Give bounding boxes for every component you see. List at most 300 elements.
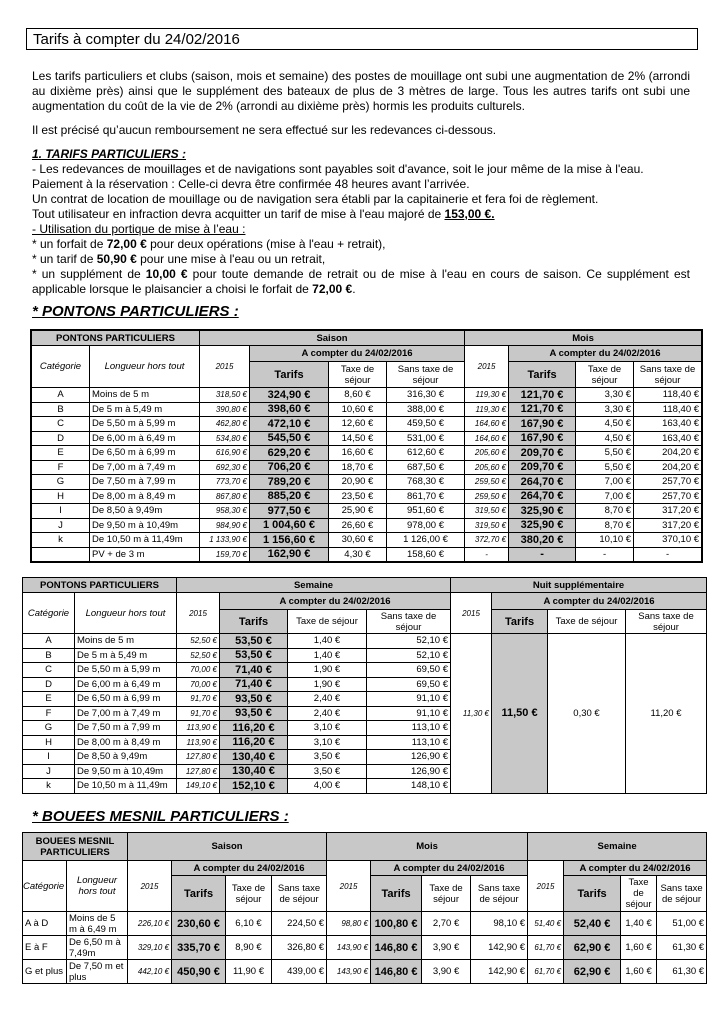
tarif-cell: 1 004,60 € (250, 518, 329, 533)
sans-taxe-cell: 370,10 € (634, 533, 702, 548)
taxe-sejour-cell: 3,90 € (422, 936, 471, 960)
col-sans-taxe: Sans taxe de séjour (471, 876, 528, 912)
categorie-cell: B (23, 648, 75, 663)
tarif-cell: 130,40 € (220, 764, 288, 779)
price-2015-cell: 164,60 € (465, 417, 509, 432)
sans-taxe-cell: 69,50 € (367, 677, 451, 692)
taxe-sejour-cell: 1,60 € (621, 936, 657, 960)
table-row (32, 518, 702, 533)
table-row (23, 634, 707, 649)
price-2015-cell: 1 133,90 € (200, 533, 250, 548)
categorie-cell: k (23, 779, 75, 794)
categorie-cell: I (32, 504, 90, 519)
price-2015-cell: 226,10 € (128, 912, 172, 936)
col-2015: 2015 (528, 861, 564, 912)
price-2015-cell: 442,10 € (128, 960, 172, 984)
rule-text: * un forfait de (32, 237, 107, 251)
longueur-cell: De 8,00 m à 8,49 m (90, 489, 200, 504)
tarif-cell: 53,50 € (220, 648, 288, 663)
tarif-cell: 209,70 € (509, 460, 576, 475)
tarif-cell: 325,90 € (509, 518, 576, 533)
sans-taxe-cell: 224,50 € (272, 912, 327, 936)
rule-line (32, 267, 690, 297)
categorie-cell: J (32, 518, 90, 533)
tarif-cell: 71,40 € (220, 677, 288, 692)
price-2015-cell: 164,60 € (465, 431, 509, 446)
price-2015-cell: 390,80 € (200, 402, 250, 417)
column-group-semaine: Semaine (177, 578, 451, 593)
categorie-cell: A (32, 388, 90, 403)
col-sans-taxe: Sans taxe de séjour (387, 362, 465, 388)
col-categorie: Catégorie (32, 346, 90, 388)
price-2015-cell: 318,50 € (200, 388, 250, 403)
col-2015: 2015 (451, 593, 492, 634)
table-row (23, 936, 707, 960)
table-row (32, 388, 702, 403)
sans-taxe-cell: - (634, 547, 702, 562)
categorie-cell: E à F (23, 936, 67, 960)
tarif-cell: 324,90 € (250, 388, 329, 403)
tarif-cell: 52,40 € (564, 912, 621, 936)
amount: 72,00 € (106, 237, 147, 251)
col-taxe: Taxe de séjour (329, 362, 387, 388)
sans-taxe-cell: 951,60 € (387, 504, 465, 519)
col-acompter: A compter du 24/02/2016 (509, 346, 702, 362)
sans-taxe-cell: 257,70 € (634, 475, 702, 490)
col-tarifs: Tarifs (371, 876, 422, 912)
tarif-cell: 335,70 € (172, 936, 226, 960)
longueur-cell: PV + de 3 m (90, 547, 200, 562)
taxe-sejour-cell: 6,10 € (226, 912, 272, 936)
sans-taxe-cell: 687,50 € (387, 460, 465, 475)
intro-text (32, 69, 690, 297)
longueur-cell: De 9,50 m à 10,49m (75, 764, 177, 779)
col-tarifs: Tarifs (250, 362, 329, 388)
sans-taxe-cell: 148,10 € (367, 779, 451, 794)
taxe-sejour-cell: 8,60 € (329, 388, 387, 403)
sans-taxe-cell: 388,00 € (387, 402, 465, 417)
sans-taxe-cell: 317,20 € (634, 518, 702, 533)
col-acompter: A compter du 24/02/2016 (220, 593, 451, 610)
taxe-sejour-cell: 4,50 € (576, 417, 634, 432)
intro-paragraph: Les tarifs particuliers et clubs (saison, mois et semaine) des postes de mouillage ont subi une augmentation de 2% (arrondi au dixième près) ainsi que le supplément des bateaux de plus de 3 mètres de large. Tous les autres tarifs ont subi une augmentation du coût de la vie de 2% (arrondi au dixième près) hormis les produits culturels. (32, 69, 690, 113)
rule-line (32, 252, 690, 267)
categorie-cell: G (23, 721, 75, 736)
taxe-sejour-cell: 12,60 € (329, 417, 387, 432)
taxe-sejour-cell: 1,90 € (288, 663, 367, 678)
taxe-sejour-cell: 30,60 € (329, 533, 387, 548)
price-2015-cell: 259,50 € (465, 475, 509, 490)
price-2015-cell: 984,90 € (200, 518, 250, 533)
sans-taxe-cell: 98,10 € (471, 912, 528, 936)
taxe-sejour-cell: 3,10 € (288, 735, 367, 750)
longueur-cell: De 5,50 m à 5,99 m (75, 663, 177, 678)
taxe-sejour-cell: 7,00 € (576, 475, 634, 490)
rule-line: - Utilisation du portique de mise à l’eau : (32, 222, 246, 236)
longueur-cell: De 6,50 m à 6,99 m (90, 446, 200, 461)
taxe-sejour-cell: 23,50 € (329, 489, 387, 504)
longueur-cell: De 8,50 à 9,49m (90, 504, 200, 519)
col-acompter: A compter du 24/02/2016 (371, 861, 528, 876)
tarif-cell: 100,80 € (371, 912, 422, 936)
sans-taxe-cell: 978,00 € (387, 518, 465, 533)
tarif-cell: 93,50 € (220, 706, 288, 721)
section-title-bouees: * BOUEES MESNIL PARTICULIERS : (32, 808, 289, 825)
rule-text: pour une mise à l'eau ou un retrait, (136, 252, 326, 266)
longueur-cell: De 9,50 m à 10,49m (90, 518, 200, 533)
sans-taxe-cell: 142,90 € (471, 936, 528, 960)
col-acompter: A compter du 24/02/2016 (250, 346, 465, 362)
price-2015-cell: 958,30 € (200, 504, 250, 519)
tarif-cell: 71,40 € (220, 663, 288, 678)
page-title: Tarifs à compter du 24/02/2016 (26, 28, 698, 50)
taxe-sejour-cell: 18,70 € (329, 460, 387, 475)
longueur-cell: De 5 m à 5,49 m (90, 402, 200, 417)
sans-taxe-cell: 51,00 € (657, 912, 707, 936)
col-taxe: Taxe de séjour (548, 610, 626, 634)
tarif-cell: 380,20 € (509, 533, 576, 548)
table-row (32, 402, 702, 417)
column-group-nuit: Nuit supplémentaire (451, 578, 707, 593)
column-group-mois: Mois (465, 331, 702, 346)
sans-taxe-cell: 69,50 € (367, 663, 451, 678)
amount: 50,90 € (96, 252, 137, 266)
taxe-sejour-cell: 20,90 € (329, 475, 387, 490)
sans-taxe-cell: 142,90 € (471, 960, 528, 984)
price-2015-cell: 61,70 € (528, 936, 564, 960)
sans-taxe-cell: 126,90 € (367, 750, 451, 765)
sans-taxe-cell: 61,30 € (657, 936, 707, 960)
table-row (32, 533, 702, 548)
col-taxe: Taxe de séjour (288, 610, 367, 634)
tarif-cell: 116,20 € (220, 735, 288, 750)
sans-taxe-cell: 118,40 € (634, 388, 702, 403)
col-longueur: Longueur hors tout (67, 861, 128, 912)
sans-taxe-cell: 204,20 € (634, 460, 702, 475)
longueur-cell: Moins de 5 m à 6,49 m (67, 912, 128, 936)
taxe-sejour-cell: 5,50 € (576, 460, 634, 475)
price-2015-cell: 867,80 € (200, 489, 250, 504)
taxe-sejour-cell: 3,50 € (288, 764, 367, 779)
price-2015-cell: 534,80 € (200, 431, 250, 446)
taxe-sejour-cell: 3,50 € (288, 750, 367, 765)
tarif-cell: 264,70 € (509, 489, 576, 504)
categorie-cell: E (23, 692, 75, 707)
col-sans-taxe: Sans taxe de séjour (626, 610, 707, 634)
price-2015-cell: 773,70 € (200, 475, 250, 490)
price-2015-cell: 692,30 € (200, 460, 250, 475)
sans-taxe-cell: 531,00 € (387, 431, 465, 446)
col-taxe: Taxe de séjour (226, 876, 272, 912)
taxe-sejour-cell: 11,90 € (226, 960, 272, 984)
longueur-cell: De 6,50 m à 6,99 m (75, 692, 177, 707)
col-categorie: Catégorie (23, 593, 75, 634)
amount: 10,00 € (145, 267, 188, 281)
categorie-cell: C (32, 417, 90, 432)
longueur-cell: De 10,50 m à 11,49m (90, 533, 200, 548)
table-row (32, 475, 702, 490)
categorie-cell: G et plus (23, 960, 67, 984)
categorie-cell: B (32, 402, 90, 417)
rule-line: Paiement à la réservation : Celle-ci devra être confirmée 48 heures avant l’arrivée. (32, 177, 470, 191)
col-tarifs: Tarifs (220, 610, 288, 634)
price-2015-cell: 51,40 € (528, 912, 564, 936)
tarif-cell: 629,20 € (250, 446, 329, 461)
price-2015-cell: 149,10 € (177, 779, 220, 794)
categorie-cell: H (23, 735, 75, 750)
tarif-cell: 167,90 € (509, 431, 576, 446)
price-2015-cell: 259,50 € (465, 489, 509, 504)
categorie-cell: k (32, 533, 90, 548)
longueur-cell: Moins de 5 m (90, 388, 200, 403)
categorie-cell: F (23, 706, 75, 721)
taxe-sejour-cell: 1,40 € (288, 634, 367, 649)
sans-taxe-cell: 317,20 € (634, 504, 702, 519)
price-2015-cell: 319,50 € (465, 504, 509, 519)
col-2015: 2015 (465, 346, 509, 388)
price-2015-cell: 98,80 € (327, 912, 371, 936)
rule-line: Un contrat de location de mouillage ou de navigation sera établi par la capitainerie et fera foi de règlement. (32, 192, 599, 206)
table-header: PONTONS PARTICULIERS (32, 331, 200, 346)
sans-taxe-cell: 1 126,00 € (387, 533, 465, 548)
tarif-cell: 885,20 € (250, 489, 329, 504)
taxe-sejour-cell: 1,90 € (288, 677, 367, 692)
table-row (32, 446, 702, 461)
rule-line (32, 207, 690, 222)
amount: 72,00 € (312, 282, 353, 296)
price-2015-cell: 143,90 € (327, 960, 371, 984)
pontons-saison-mois-table (31, 330, 702, 562)
longueur-cell: De 8,50 à 9,49m (75, 750, 177, 765)
taxe-sejour-cell: 1,40 € (288, 648, 367, 663)
categorie-cell: A à D (23, 912, 67, 936)
col-tarifs: Tarifs (492, 610, 548, 634)
rule-text: * un supplément de (32, 267, 146, 281)
price-2015-cell: 113,90 € (177, 721, 220, 736)
price-2015-cell: 127,80 € (177, 764, 220, 779)
price-2015-cell: 205,60 € (465, 446, 509, 461)
categorie-cell: F (32, 460, 90, 475)
taxe-sejour-cell: 3,90 € (422, 960, 471, 984)
longueur-cell: De 5 m à 5,49 m (75, 648, 177, 663)
taxe-sejour-cell: 8,70 € (576, 518, 634, 533)
sans-taxe-cell: 861,70 € (387, 489, 465, 504)
tarif-cell: 121,70 € (509, 402, 576, 417)
column-group-saison: Saison (200, 331, 465, 346)
nuit-taxe-sejour-cell: 0,30 € (548, 634, 626, 794)
taxe-sejour-cell: 3,30 € (576, 388, 634, 403)
table-row (32, 547, 702, 562)
tarif-cell: 116,20 € (220, 721, 288, 736)
taxe-sejour-cell: 26,60 € (329, 518, 387, 533)
price-2015-cell: 319,50 € (465, 518, 509, 533)
tarif-cell: 162,90 € (250, 547, 329, 562)
taxe-sejour-cell: 25,90 € (329, 504, 387, 519)
nuit-tarif-cell: 11,50 € (492, 634, 548, 794)
col-tarifs: Tarifs (172, 876, 226, 912)
taxe-sejour-cell: 1,40 € (621, 912, 657, 936)
price-2015-cell: 52,50 € (177, 634, 220, 649)
sans-taxe-cell: 163,40 € (634, 431, 702, 446)
longueur-cell: De 7,50 m et plus (67, 960, 128, 984)
tarif-cell: 1 156,60 € (250, 533, 329, 548)
nuit-sans-taxe-cell: 11,20 € (626, 634, 707, 794)
col-acompter: A compter du 24/02/2016 (172, 861, 327, 876)
taxe-sejour-cell: 3,10 € (288, 721, 367, 736)
sans-taxe-cell: 113,10 € (367, 735, 451, 750)
taxe-sejour-cell: 5,50 € (576, 446, 634, 461)
table-header: PONTONS PARTICULIERS (23, 578, 177, 593)
table-row (32, 417, 702, 432)
longueur-cell: De 7,50 m à 7,99 m (75, 721, 177, 736)
taxe-sejour-cell: 8,70 € (576, 504, 634, 519)
price-2015-cell: 329,10 € (128, 936, 172, 960)
sans-taxe-cell: 459,50 € (387, 417, 465, 432)
section-heading: 1. TARIFS PARTICULIERS : (32, 147, 187, 161)
sans-taxe-cell: 316,30 € (387, 388, 465, 403)
taxe-sejour-cell: 7,00 € (576, 489, 634, 504)
pontons-semaine-nuit-table (22, 577, 707, 794)
col-taxe: Taxe de séjour (621, 876, 657, 912)
longueur-cell: De 10,50 m à 11,49m (75, 779, 177, 794)
longueur-cell: De 6,00 m à 6,49 m (75, 677, 177, 692)
taxe-sejour-cell: 14,50 € (329, 431, 387, 446)
price-2015-cell: 205,60 € (465, 460, 509, 475)
taxe-sejour-cell: 8,90 € (226, 936, 272, 960)
refund-notice: Il est précisé qu’aucun remboursement ne sera effectué sur les redevances ci-dessous. (32, 123, 497, 137)
price-2015-cell: 113,90 € (177, 735, 220, 750)
column-group-semaine: Semaine (528, 833, 707, 861)
taxe-sejour-cell: 4,30 € (329, 547, 387, 562)
tarif-cell: 146,80 € (371, 936, 422, 960)
rule-line: - Les redevances de mouillages et de navigations sont payables soit d'avance, soit le jour même de la mise à l'eau. (32, 162, 644, 176)
price-2015-cell: 119,30 € (465, 388, 509, 403)
col-2015: 2015 (128, 861, 172, 912)
longueur-cell: De 8,00 m à 8,49 m (75, 735, 177, 750)
rule-text: pour deux opérations (mise à l'eau + retrait), (146, 237, 386, 251)
sans-taxe-cell: 113,10 € (367, 721, 451, 736)
price-2015-cell: 70,00 € (177, 663, 220, 678)
table-row (23, 912, 707, 936)
col-taxe: Taxe de séjour (422, 876, 471, 912)
price-2015-cell: 70,00 € (177, 677, 220, 692)
tarif-cell: 325,90 € (509, 504, 576, 519)
rule-text: Tout utilisateur en infraction devra acquitter un tarif de mise à l'eau majoré de (32, 207, 445, 221)
longueur-cell: De 6,00 m à 6,49 m (90, 431, 200, 446)
sans-taxe-cell: 52,10 € (367, 634, 451, 649)
col-acompter: A compter du 24/02/2016 (564, 861, 707, 876)
categorie-cell (32, 547, 90, 562)
price-2015-cell: 119,30 € (465, 402, 509, 417)
categorie-cell: H (32, 489, 90, 504)
bouees-table (22, 832, 707, 984)
table-row (32, 504, 702, 519)
column-group-saison: Saison (128, 833, 327, 861)
tarif-cell: 62,90 € (564, 936, 621, 960)
sans-taxe-cell: 439,00 € (272, 960, 327, 984)
tarif-cell: 146,80 € (371, 960, 422, 984)
taxe-sejour-cell: 16,60 € (329, 446, 387, 461)
sans-taxe-cell: 768,30 € (387, 475, 465, 490)
sans-taxe-cell: 257,70 € (634, 489, 702, 504)
column-group-mois: Mois (327, 833, 528, 861)
categorie-cell: D (23, 677, 75, 692)
col-2015: 2015 (327, 861, 371, 912)
price-2015-cell: 462,80 € (200, 417, 250, 432)
tarif-cell: 167,90 € (509, 417, 576, 432)
taxe-sejour-cell: 3,30 € (576, 402, 634, 417)
section-title-pontons: * PONTONS PARTICULIERS : (32, 303, 239, 320)
tarif-cell: 450,90 € (172, 960, 226, 984)
taxe-sejour-cell: 4,50 € (576, 431, 634, 446)
table-header: BOUEES MESNIL PARTICULIERS (23, 833, 128, 861)
longueur-cell: Moins de 5 m (75, 634, 177, 649)
price-2015-cell: 52,50 € (177, 648, 220, 663)
tarif-cell: 53,50 € (220, 634, 288, 649)
price-2015-cell: 616,90 € (200, 446, 250, 461)
rule-text: pour toute demande de retrait ou de mise à l'eau en cours de saison. Ce supplément est applicable lorsque le plaisancier a choisi le forfait de (32, 267, 690, 296)
tarif-cell: 209,70 € (509, 446, 576, 461)
tarif-cell: 789,20 € (250, 475, 329, 490)
col-2015: 2015 (200, 346, 250, 388)
sans-taxe-cell: 126,90 € (367, 764, 451, 779)
tarif-cell: 130,40 € (220, 750, 288, 765)
sans-taxe-cell: 612,60 € (387, 446, 465, 461)
tarif-cell: 230,60 € (172, 912, 226, 936)
price-2015-cell: - (465, 547, 509, 562)
taxe-sejour-cell: 1,60 € (621, 960, 657, 984)
taxe-sejour-cell: 2,40 € (288, 706, 367, 721)
table-row (32, 431, 702, 446)
price-2015-cell: 61,70 € (528, 960, 564, 984)
col-categorie: Catégorie (23, 861, 67, 912)
tarif-cell: 706,20 € (250, 460, 329, 475)
col-sans-taxe: Sans taxe de séjour (634, 362, 702, 388)
rule-text: * un tarif de (32, 252, 97, 266)
sans-taxe-cell: 52,10 € (367, 648, 451, 663)
tarif-cell: - (509, 547, 576, 562)
col-sans-taxe: Sans taxe de séjour (367, 610, 451, 634)
categorie-cell: D (32, 431, 90, 446)
price-2015-cell: 91,70 € (177, 706, 220, 721)
sans-taxe-cell: 91,10 € (367, 706, 451, 721)
longueur-cell: De 5,50 m à 5,99 m (90, 417, 200, 432)
table-row (32, 460, 702, 475)
categorie-cell: I (23, 750, 75, 765)
penalty-amount: 153,00 €. (444, 207, 495, 221)
col-sans-taxe: Sans taxe de séjour (657, 876, 707, 912)
taxe-sejour-cell: 10,10 € (576, 533, 634, 548)
categorie-cell: A (23, 634, 75, 649)
sans-taxe-cell: 61,30 € (657, 960, 707, 984)
col-tarifs: Tarifs (509, 362, 576, 388)
col-acompter: A compter du 24/02/2016 (492, 593, 707, 610)
categorie-cell: G (32, 475, 90, 490)
longueur-cell: De 7,50 m à 7,99 m (90, 475, 200, 490)
tarif-cell: 398,60 € (250, 402, 329, 417)
tarif-cell: 62,90 € (564, 960, 621, 984)
taxe-sejour-cell: - (576, 547, 634, 562)
longueur-cell: De 6,50 m à 7,49m (67, 936, 128, 960)
sans-taxe-cell: 158,60 € (387, 547, 465, 562)
price-2015-cell: 127,80 € (177, 750, 220, 765)
tarif-cell: 93,50 € (220, 692, 288, 707)
tarif-cell: 152,10 € (220, 779, 288, 794)
sans-taxe-cell: 326,80 € (272, 936, 327, 960)
price-2015-cell: 372,70 € (465, 533, 509, 548)
sans-taxe-cell: 204,20 € (634, 446, 702, 461)
taxe-sejour-cell: 4,00 € (288, 779, 367, 794)
